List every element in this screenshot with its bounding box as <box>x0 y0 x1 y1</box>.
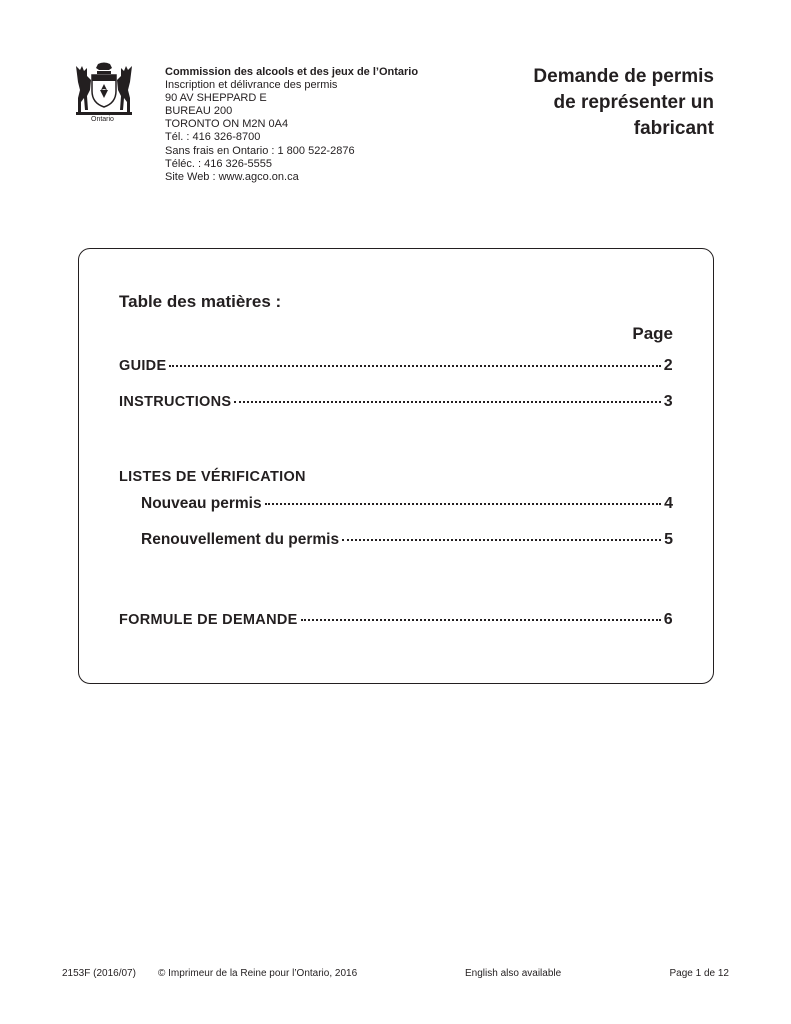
toc-entry-page: 4 <box>664 495 673 512</box>
page-column-heading: Page <box>632 324 673 343</box>
fax-line: Téléc. : 416 326-5555 <box>165 157 273 170</box>
dot-leader <box>169 365 660 367</box>
toc-entry-label: Renouvellement du permis <box>141 531 340 548</box>
toc-entry-page: 3 <box>663 393 673 410</box>
toc-entry-label: FORMULE DE DEMANDE <box>119 612 298 628</box>
toc-entry-label: GUIDE <box>119 358 167 374</box>
toc-entry-application-form[interactable] <box>119 611 673 629</box>
toc-entry-label: INSTRUCTIONS <box>119 394 232 410</box>
toc-entry-renewal[interactable] <box>141 531 673 549</box>
form-title-line: Demande de permis <box>533 66 714 87</box>
website-line: Site Web : www.agco.on.ca <box>165 170 299 183</box>
phone-line: Tél. : 416 326-8700 <box>165 131 261 144</box>
street-line: 90 AV SHEPPARD E <box>165 92 267 105</box>
table-of-contents-box <box>78 248 714 684</box>
form-title <box>533 64 714 142</box>
toc-entry-label: Nouveau permis <box>141 495 262 512</box>
agency-name: Commission des alcools et des jeux de l’Ontario <box>165 66 419 78</box>
dot-leader <box>265 503 661 505</box>
form-title-line: de représenter un <box>553 92 714 113</box>
city-line: TORONTO ON M2N 0A4 <box>165 118 289 131</box>
toc-entry-page: 2 <box>663 357 673 374</box>
toc-entry-page: 6 <box>663 611 673 628</box>
toc-heading: Table des matières : <box>119 292 282 311</box>
form-title-line: fabricant <box>633 118 714 139</box>
dot-leader <box>234 401 660 403</box>
toc-entry-page: 5 <box>664 531 673 548</box>
form-number: 2153F (2016/07) <box>62 968 136 979</box>
toc-entry-guide[interactable] <box>119 357 673 375</box>
copyright-notice: © Imprimeur de la Reine pour l’Ontario, 2016 <box>158 968 358 979</box>
dot-leader <box>342 539 661 541</box>
dot-leader <box>301 619 661 621</box>
logo-caption: Ontario <box>91 116 114 123</box>
agency-address-block <box>165 66 418 184</box>
toc-entry-instructions[interactable] <box>119 393 673 411</box>
tollfree-line: Sans frais en Ontario : 1 800 522-2876 <box>165 144 355 157</box>
toc-entry-new-permit[interactable] <box>141 495 673 513</box>
toc-section-checklists: LISTES DE VÉRIFICATION <box>119 469 306 485</box>
english-available-note: English also available <box>465 968 562 979</box>
ontario-coat-of-arms-logo <box>72 60 136 124</box>
suite-line: BUREAU 200 <box>165 105 233 118</box>
department-line: Inscription et délivrance des permis <box>165 79 338 92</box>
page-number: Page 1 de 12 <box>669 968 729 979</box>
